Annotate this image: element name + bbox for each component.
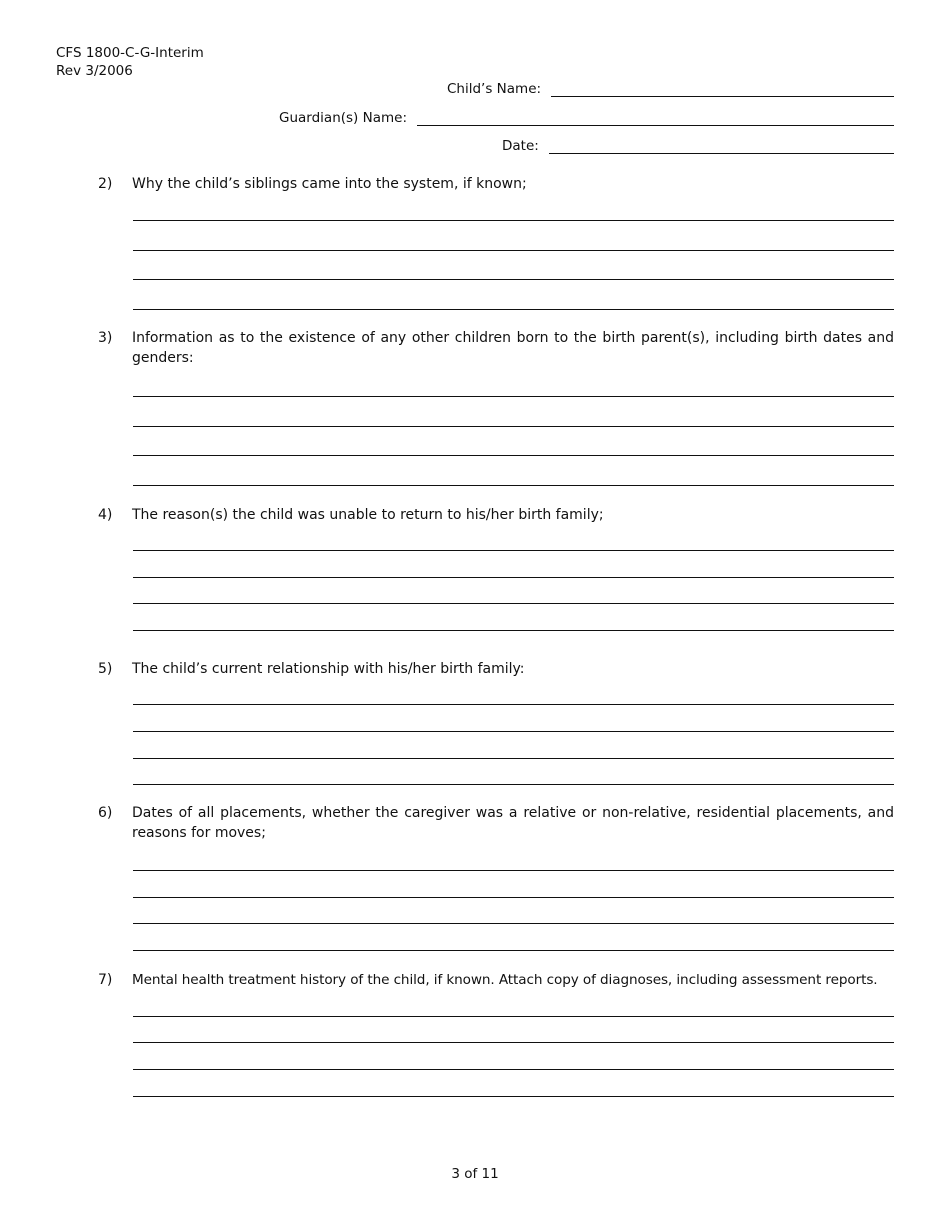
answer-line[interactable] bbox=[133, 455, 894, 456]
question-number: 4) bbox=[98, 507, 113, 523]
page-number: 3 of 11 bbox=[451, 1166, 499, 1182]
question-number: 5) bbox=[98, 661, 113, 677]
answer-line[interactable] bbox=[133, 603, 894, 604]
form-id-text: CFS 1800-C-G-Interim bbox=[56, 45, 204, 61]
date-label: Date: bbox=[502, 138, 539, 154]
form-identifier bbox=[56, 44, 204, 80]
answer-line[interactable] bbox=[133, 1042, 894, 1043]
question-number: 6) bbox=[98, 805, 113, 821]
question-text: Mental health treatment history of the child, if known. Attach copy of diagnoses, including assessment reports. bbox=[132, 972, 878, 988]
answer-line[interactable] bbox=[133, 220, 894, 221]
answer-line[interactable] bbox=[133, 950, 894, 951]
answer-line[interactable] bbox=[133, 250, 894, 251]
answer-line[interactable] bbox=[133, 923, 894, 924]
answer-line[interactable] bbox=[133, 630, 894, 631]
question-number: 7) bbox=[98, 972, 113, 988]
question-text: Information as to the existence of any other children born to the birth parent(s), including birth dates and genders: bbox=[132, 330, 894, 366]
childs-name-label: Child’s Name: bbox=[447, 81, 542, 97]
answer-line[interactable] bbox=[133, 704, 894, 705]
answer-line[interactable] bbox=[133, 485, 894, 486]
answer-line[interactable] bbox=[133, 870, 894, 871]
answer-line[interactable] bbox=[133, 309, 894, 310]
guardians-name-input-line[interactable] bbox=[417, 109, 894, 126]
date-field bbox=[502, 137, 894, 154]
childs-name-input-line[interactable] bbox=[551, 80, 894, 97]
answer-line[interactable] bbox=[133, 396, 894, 397]
question-text: Dates of all placements, whether the caregiver was a relative or non-relative, residential placements, and reasons for moves; bbox=[132, 805, 894, 841]
answer-line[interactable] bbox=[133, 897, 894, 898]
answer-line[interactable] bbox=[133, 731, 894, 732]
answer-line[interactable] bbox=[133, 784, 894, 785]
childs-name-field bbox=[447, 80, 894, 97]
guardians-name-field bbox=[279, 109, 894, 126]
date-input-line[interactable] bbox=[549, 137, 894, 154]
answer-line[interactable] bbox=[133, 426, 894, 427]
question-text: Why the child’s siblings came into the system, if known; bbox=[132, 176, 527, 192]
question-text: The reason(s) the child was unable to return to his/her birth family; bbox=[132, 507, 604, 523]
answer-line[interactable] bbox=[133, 1016, 894, 1017]
question-text: The child’s current relationship with his/her birth family: bbox=[132, 661, 525, 677]
answer-line[interactable] bbox=[133, 577, 894, 578]
question-number: 3) bbox=[98, 330, 113, 346]
answer-line[interactable] bbox=[133, 758, 894, 759]
answer-line[interactable] bbox=[133, 279, 894, 280]
answer-line[interactable] bbox=[133, 1096, 894, 1097]
answer-line[interactable] bbox=[133, 1069, 894, 1070]
revision-text: Rev 3/2006 bbox=[56, 63, 133, 79]
answer-line[interactable] bbox=[133, 550, 894, 551]
guardians-name-label: Guardian(s) Name: bbox=[279, 110, 407, 126]
question-number: 2) bbox=[98, 176, 113, 192]
